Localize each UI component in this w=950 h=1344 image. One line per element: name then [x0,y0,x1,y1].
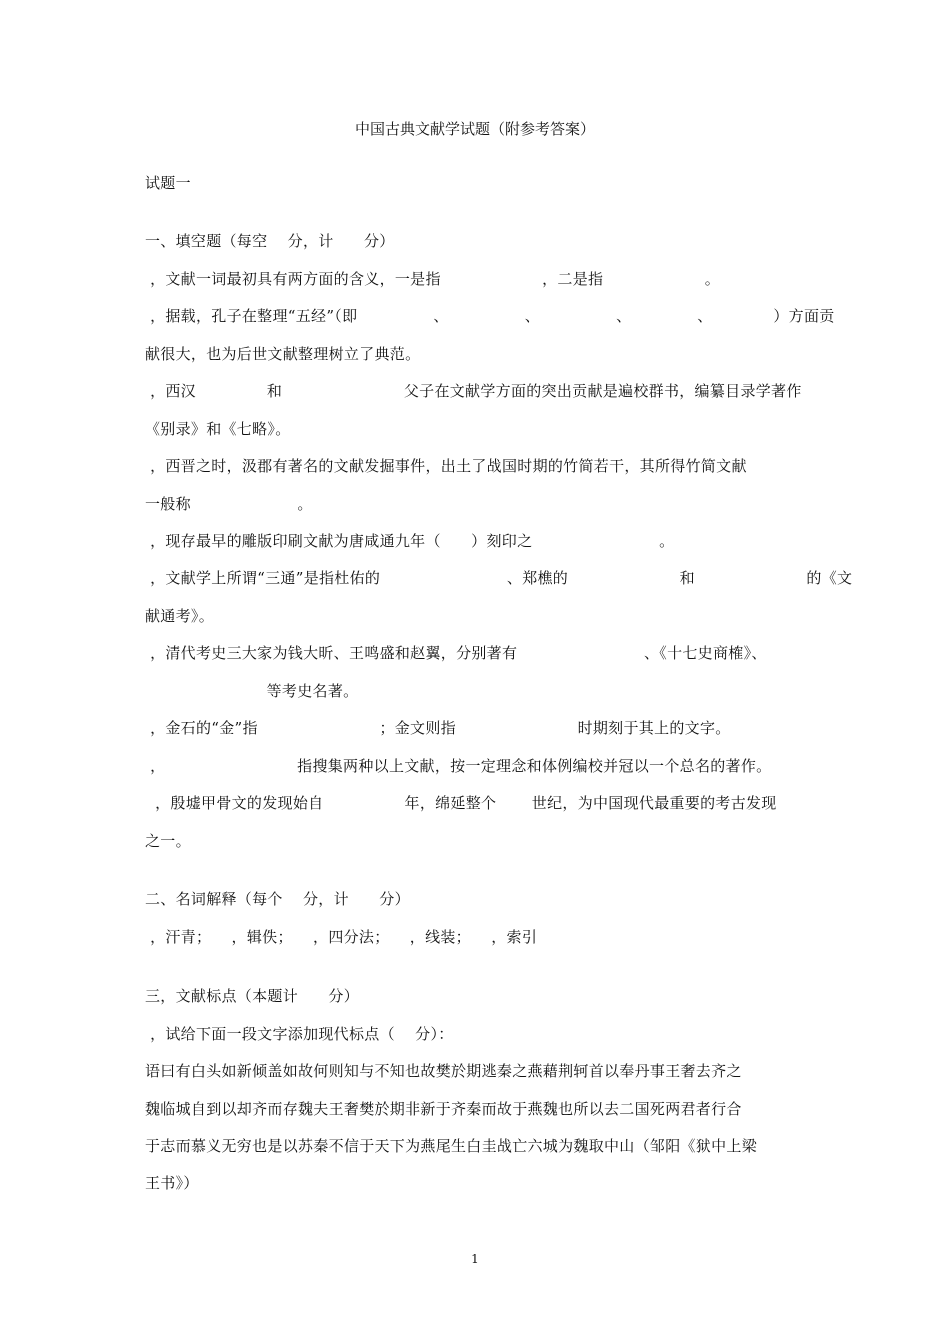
part1-line: ， 指搜集两种以上文献，按一定理念和体例编校并冠以一个总名的著作。 [145,757,772,775]
part3-line: 魏临城自到以却齐而存魏夫王奢樊於期非新于齐秦而故于燕魏也所以去二国死两君者行合 [145,1100,742,1118]
part2-heading: 二、名词解释（每个 分，计 分） [145,890,410,908]
part1-line: ，清代考史三大家为钱大昕、王鸣盛和赵翼，分别著有 、《十七史商榷》、 [145,644,767,662]
part1-line: ，据载，孔子在整理“五经”（即 、 、 、 、 ）方面贡 [145,307,835,325]
part1-line: 之一。 [145,832,191,850]
part1-line: ，现存最早的雕版印刷文献为唐咸通九年（ ）刻印之 。 [145,532,675,550]
part1-line: 等考史名著。 [145,682,359,700]
part3-line: ，试给下面一段文字添加现代标点（ 分）： [145,1025,454,1043]
section-label: 试题一 [145,174,191,192]
part1-line: ，西晋之时，汲郡有著名的文献发掘事件，出土了战国时期的竹简若干，其所得竹简文献 [145,457,747,475]
document-title: 中国古典文献学试题（附参考答案） [354,120,595,138]
part1-line: 献通考》。 [145,607,215,625]
part1-line: 献很大，也为后世文献整理树立了典范。 [145,345,421,363]
part1-line: ，西汉 和 父子在文献学方面的突出贡献是遍校群书，编纂目录学著作 [145,382,802,400]
part1-line: ，金石的“金”指 ；金文则指 时期刻于其上的文字。 [145,719,731,737]
page-number: 1 [471,1252,479,1266]
part1-line: ，文献一词最初具有两方面的含义，一是指 ，二是指 。 [145,270,720,288]
part1-line: ，殷墟甲骨文的发现始自 年，绵延整个 世纪，为中国现代最重要的考古发现 [145,794,777,812]
part3-line: 于志而慕义无穷也是以苏秦不信于天下为燕尾生白圭战亡六城为魏取中山（邹阳《狱中上梁 [145,1137,758,1155]
part1-line: 《别录》和《七略》。 [145,420,291,438]
part3-heading: 三，文献标点（本题计 分） [145,987,360,1005]
part3-line: 语曰有白头如新倾盖如故何则知与不知也故樊於期逃秦之燕藉荆轲首以奉丹事王奢去齐之 [145,1062,742,1080]
part1-line: ，文献学上所谓“三通”是指杜佑的 、郑樵的 和 的《文 [145,569,853,587]
part1-line: 一般称 。 [145,495,313,513]
part1-heading: 一、填空题（每空 分，计 分） [145,232,395,250]
part2-terms: ，汗青； ，辑佚； ，四分法； ，线装； ，索引 [145,928,538,946]
part3-line: 王书》） [145,1174,199,1192]
